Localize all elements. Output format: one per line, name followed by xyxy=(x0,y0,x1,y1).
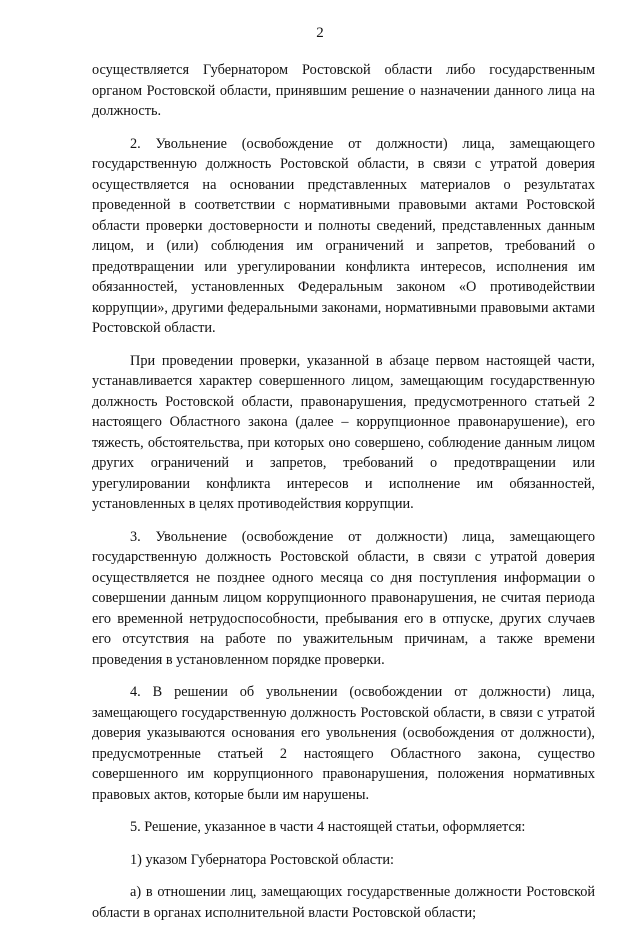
paragraph-2: 2. Увольнение (освобождение от должности) лица, замещающего государственную должность Ростовской области, в связи с утратой доверия осуществляется на основании представленных материалов о результатах проведенной в соответствии с нормативными правовыми актами Ростовской области проверки достоверности и полноты сведений, представленных данным лицом, и (или) соблюдения им ограничений и запретов, требований о предотвращении или урегулировании конфликта интересов, исполнения им обязанностей, установленных Федеральным законом «О противодействии коррупции», другими федеральными законами, нормативными правовыми актами Ростовской области. xyxy=(92,135,595,336)
paragraph-5: 4. В решении об увольнении (освобождении от должности) лица, замещающего государственную должность Ростовской области, в связи с утратой доверия указываются основания его увольнения (освобождения от должности), предусмотренные статьей 2 настоящего Областного закона, существо совершенного им коррупционного правонарушения, положения нормативных правовых актов, которые были им нарушены. xyxy=(92,684,595,803)
paragraph-8: а) в отношении лиц, замещающих государственные должности Ростовской области в органах исполнительной власти Ростовской области; xyxy=(92,884,595,921)
paragraph-7: 1) указом Губернатора Ростовской области: xyxy=(130,851,394,868)
paragraph-6: 5. Решение, указанное в части 4 настоящей статьи, оформляется: xyxy=(130,819,526,835)
paragraph-4: 3. Увольнение (освобождение от должности) лица, замещающего государственную должность Ростовской области, в связи с утратой доверия осуществляется не позднее одного месяца со дня поступления информации о совершении данным лицом коррупционного правонарушения, не считая периода его временной нетрудоспособности, пребывания его в отпуске, других случаев его отсутствия на работе по уважительным причинам, а также времени проведения в установленном порядке проверки. xyxy=(92,528,595,668)
paragraph-1: осуществляется Губернатором Ростовской области либо государственным органом Ростовской области, принявшим решение о назначении данного лица на должность. xyxy=(92,62,595,119)
page-number: 2 xyxy=(316,25,324,41)
document-body xyxy=(92,60,595,935)
paragraph-3: При проведении проверки, указанной в абзаце первом настоящей части, устанавливается характер совершенного лицом, замещающим государственную должность Ростовской области, правонарушения, предусмотренного статьей 2 настоящего Областного закона (далее – коррупционное правонарушение), его тяжесть, обстоятельства, при которых оно совершено, соблюдение данным лицом других ограничений и запретов, требований о предотвращении или урегулировании конфликта интересов и исполнение им обязанностей, установленных в целях противодействия коррупции. xyxy=(92,352,595,512)
